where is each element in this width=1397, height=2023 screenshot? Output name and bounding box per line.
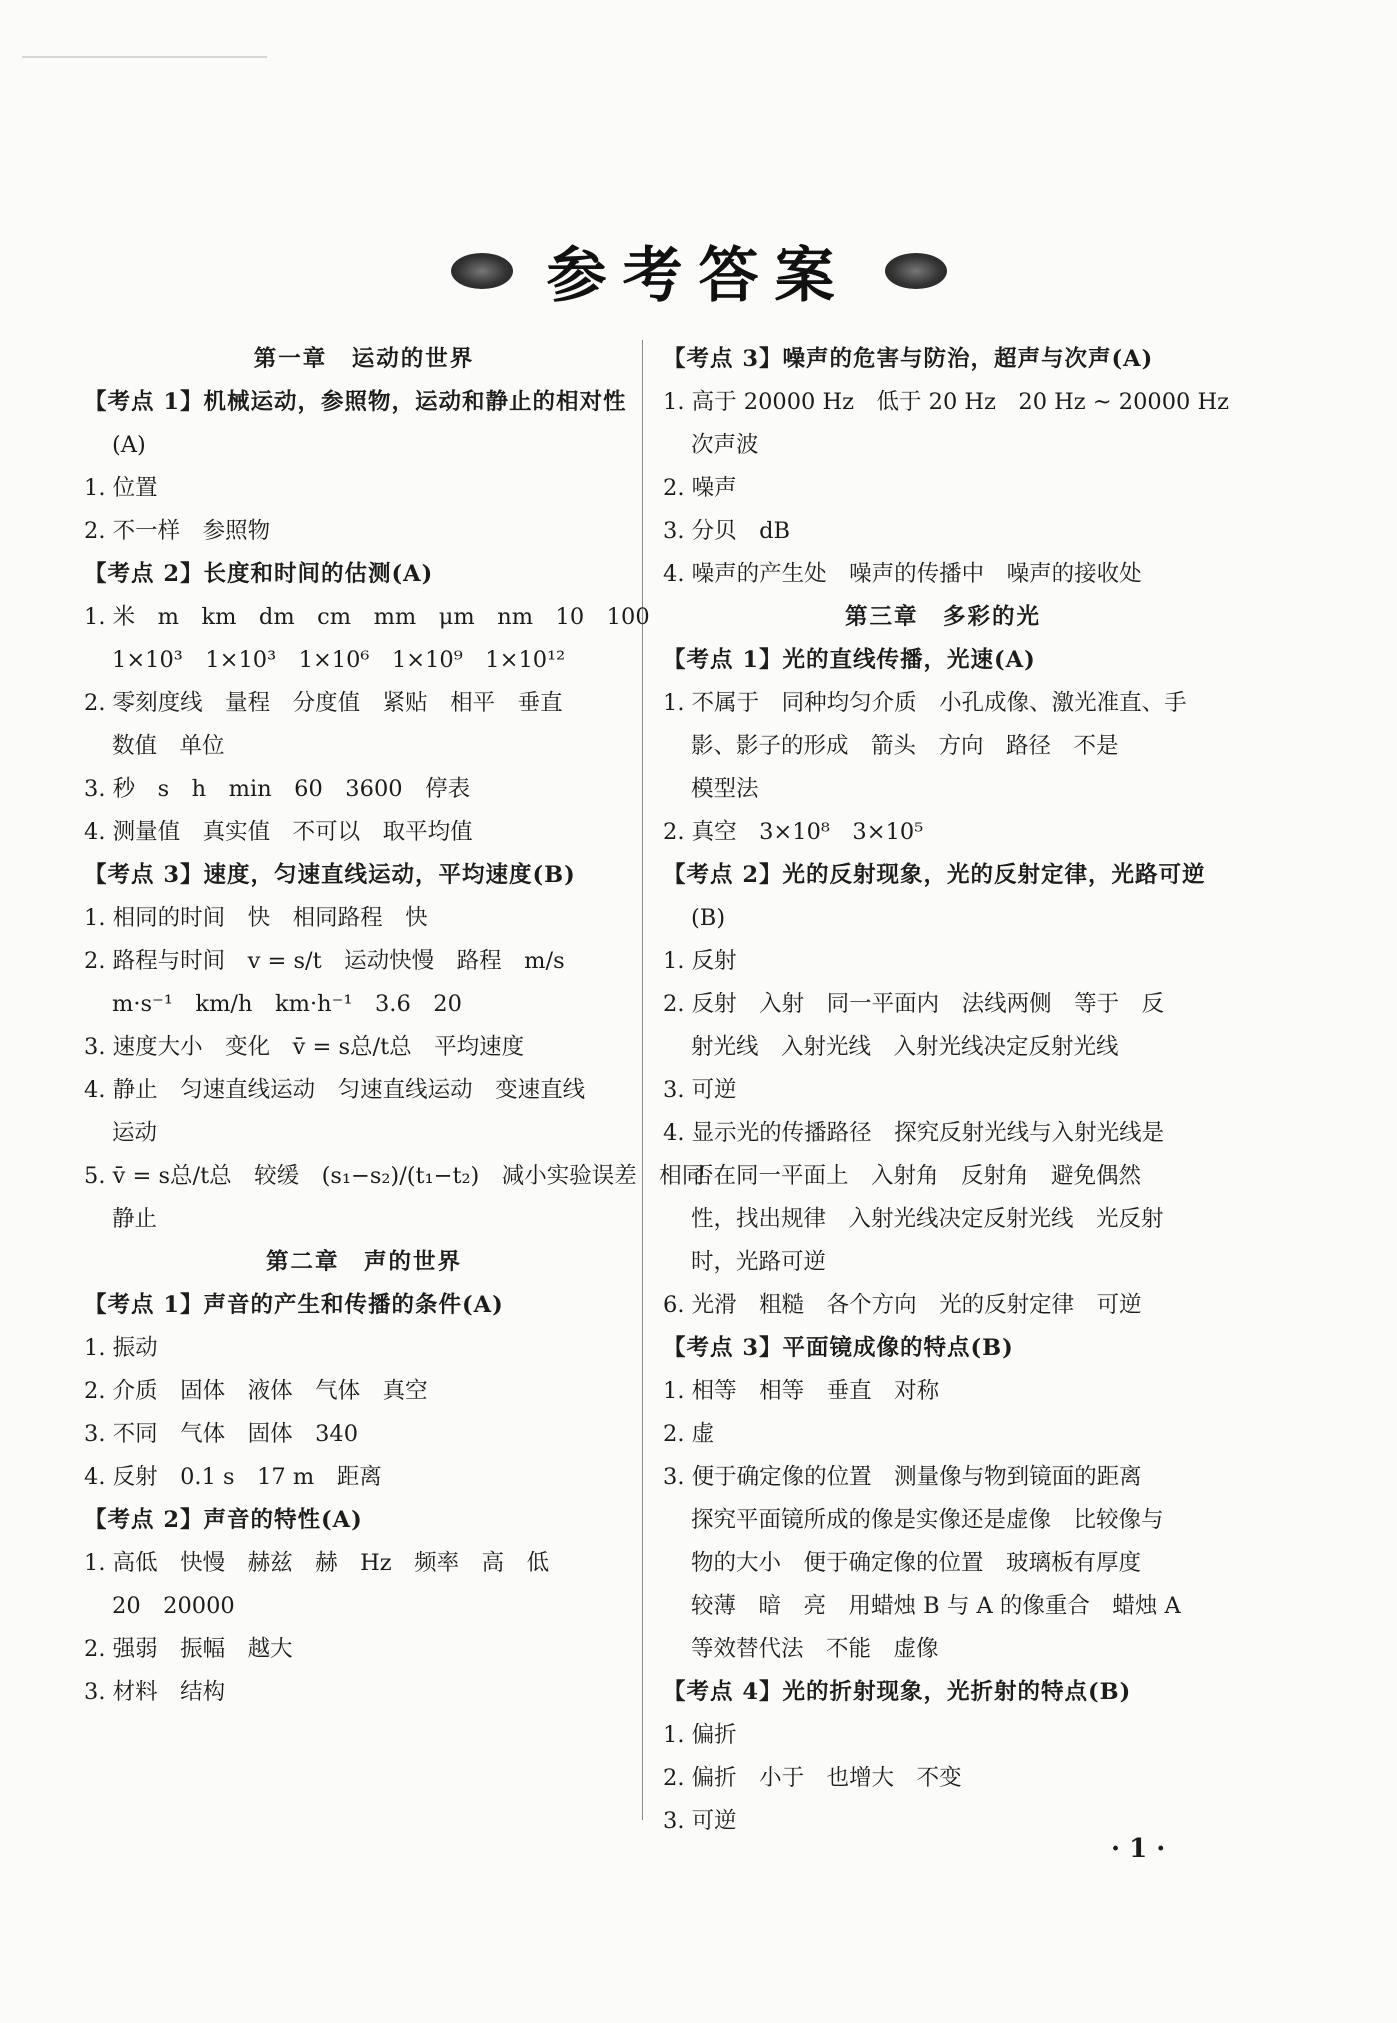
answer-continuation: 否在同一平面上 入射角 反射角 避免偶然 <box>691 1163 1142 1189</box>
answer-continuation: 时，光路可逆 <box>691 1249 827 1275</box>
answer-item: 1. 相等 相等 垂直 对称 <box>663 1378 940 1404</box>
answer-item: 1. 反射 <box>663 948 737 974</box>
answer-continuation: 运动 <box>112 1120 158 1146</box>
answer-item: 1. 米 m km dm cm mm μm nm 10 100 <box>84 604 650 630</box>
answer-item: 4. 显示光的传播路径 探究反射光线与入射光线是 <box>663 1120 1165 1146</box>
answer-item: 2. 反射 入射 同一平面内 法线两侧 等于 反 <box>663 991 1165 1017</box>
answer-continuation: (B) <box>691 905 726 931</box>
chapter-heading: 第三章 多彩的光 <box>844 604 1041 630</box>
exam-point-heading: 【考点 1】声音的产生和传播的条件(A) <box>84 1292 504 1318</box>
answer-continuation: 探究平面镜所成的像是实像还是虚像 比较像与 <box>691 1507 1164 1533</box>
answer-item: 4. 反射 0.1 s 17 m 距离 <box>84 1464 382 1490</box>
answer-continuation: 等效替代法 不能 虚像 <box>691 1636 939 1662</box>
answer-item: 3. 可逆 <box>663 1077 737 1103</box>
exam-point-heading: 【考点 1】机械运动，参照物，运动和静止的相对性 <box>84 389 627 415</box>
answer-continuation: m·s⁻¹ km/h km·h⁻¹ 3.6 20 <box>112 991 462 1017</box>
answer-item: 2. 强弱 振幅 越大 <box>84 1636 293 1662</box>
answer-item: 3. 速度大小 变化 v̄ = s总/t总 平均速度 <box>84 1034 525 1060</box>
answer-continuation: 静止 <box>112 1206 158 1232</box>
answer-continuation: 性，找出规律 入射光线决定反射光线 光反射 <box>691 1206 1164 1232</box>
answer-continuation: 20 20000 <box>112 1593 235 1619</box>
answer-continuation: 数值 单位 <box>112 733 225 759</box>
answer-item: 1. 高于 20000 Hz 低于 20 Hz 20 Hz ~ 20000 Hz <box>663 389 1230 415</box>
answer-continuation: 物的大小 便于确定像的位置 玻璃板有厚度 <box>691 1550 1142 1576</box>
exam-point-heading: 【考点 1】光的直线传播，光速(A) <box>663 647 1036 673</box>
answer-item: 4. 测量值 真实值 不可以 取平均值 <box>84 819 473 845</box>
exam-point-heading: 【考点 2】长度和时间的估测(A) <box>84 561 434 587</box>
answer-item: 1. 高低 快慢 赫兹 赫 Hz 频率 高 低 <box>84 1550 550 1576</box>
answer-item: 3. 分贝 dB <box>663 518 791 544</box>
answer-continuation: (A) <box>112 432 146 458</box>
answer-item: 1. 位置 <box>84 475 158 501</box>
answer-item: 2. 虚 <box>663 1421 715 1447</box>
chapter-heading: 第二章 声的世界 <box>265 1249 462 1275</box>
title-left-ornament <box>451 253 513 289</box>
answer-item: 2. 偏折 小于 也增大 不变 <box>663 1765 962 1791</box>
answer-item: 4. 静止 匀速直线运动 匀速直线运动 变速直线 <box>84 1077 586 1103</box>
title-right-ornament <box>885 253 947 289</box>
answer-continuation: 射光线 入射光线 入射光线决定反射光线 <box>691 1034 1119 1060</box>
answer-item: 2. 零刻度线 量程 分度值 紧贴 相平 垂直 <box>84 690 563 716</box>
answer-item: 6. 光滑 粗糙 各个方向 光的反射定律 可逆 <box>663 1292 1142 1318</box>
answer-item: 2. 路程与时间 v = s/t 运动快慢 路程 m/s <box>84 948 565 974</box>
answer-item: 1. 偏折 <box>663 1722 737 1748</box>
exam-point-heading: 【考点 3】平面镜成像的特点(B) <box>663 1335 1014 1361</box>
answer-item: 1. 相同的时间 快 相同路程 快 <box>84 905 428 931</box>
answer-item: 2. 噪声 <box>663 475 737 501</box>
exam-point-heading: 【考点 2】声音的特性(A) <box>84 1507 363 1533</box>
exam-point-heading: 【考点 4】光的折射现象，光折射的特点(B) <box>663 1679 1132 1705</box>
answer-continuation: 1×10³ 1×10³ 1×10⁶ 1×10⁹ 1×10¹² <box>112 647 566 673</box>
exam-point-heading: 【考点 2】光的反射现象，光的反射定律，光路可逆 <box>663 862 1206 888</box>
answer-item: 3. 不同 气体 固体 340 <box>84 1421 359 1447</box>
chapter-heading: 第一章 运动的世界 <box>253 346 475 372</box>
answer-item: 3. 便于确定像的位置 测量像与物到镜面的距离 <box>663 1464 1142 1490</box>
title-banner <box>0 228 1397 314</box>
scan-artifact-line <box>22 56 267 58</box>
answer-item: 2. 不一样 参照物 <box>84 518 271 544</box>
answer-item: 2. 介质 固体 液体 气体 真空 <box>84 1378 428 1404</box>
answer-item: 3. 材料 结构 <box>84 1679 226 1705</box>
answer-item: 2. 真空 3×10⁸ 3×10⁵ <box>663 819 924 845</box>
answer-continuation: 影、影子的形成 箭头 方向 路径 不是 <box>691 733 1119 759</box>
answer-item: 5. v̄ = s总/t总 较缓 (s₁−s₂)/(t₁−t₂) 减小实验误差 相同 <box>84 1163 705 1189</box>
answer-item: 1. 不属于 同种均匀介质 小孔成像、激光准直、手 <box>663 690 1187 716</box>
right-column <box>663 338 1230 1843</box>
answer-item: 1. 振动 <box>84 1335 158 1361</box>
answer-continuation: 次声波 <box>691 432 759 458</box>
answer-item: 3. 秒 s h min 60 3600 停表 <box>84 776 471 802</box>
answer-item: 3. 可逆 <box>663 1808 737 1834</box>
answer-continuation: 模型法 <box>691 776 759 802</box>
page-title: 参考答案 <box>546 241 851 311</box>
exam-point-heading: 【考点 3】噪声的危害与防治，超声与次声(A) <box>663 346 1154 372</box>
exam-point-heading: 【考点 3】速度，匀速直线运动，平均速度(B) <box>84 862 576 888</box>
answer-continuation: 较薄 暗 亮 用蜡烛 B 与 A 的像重合 蜡烛 A <box>691 1593 1181 1619</box>
page-number: · 1 · <box>1111 1834 1166 1864</box>
answer-item: 4. 噪声的产生处 噪声的传播中 噪声的接收处 <box>663 561 1142 587</box>
